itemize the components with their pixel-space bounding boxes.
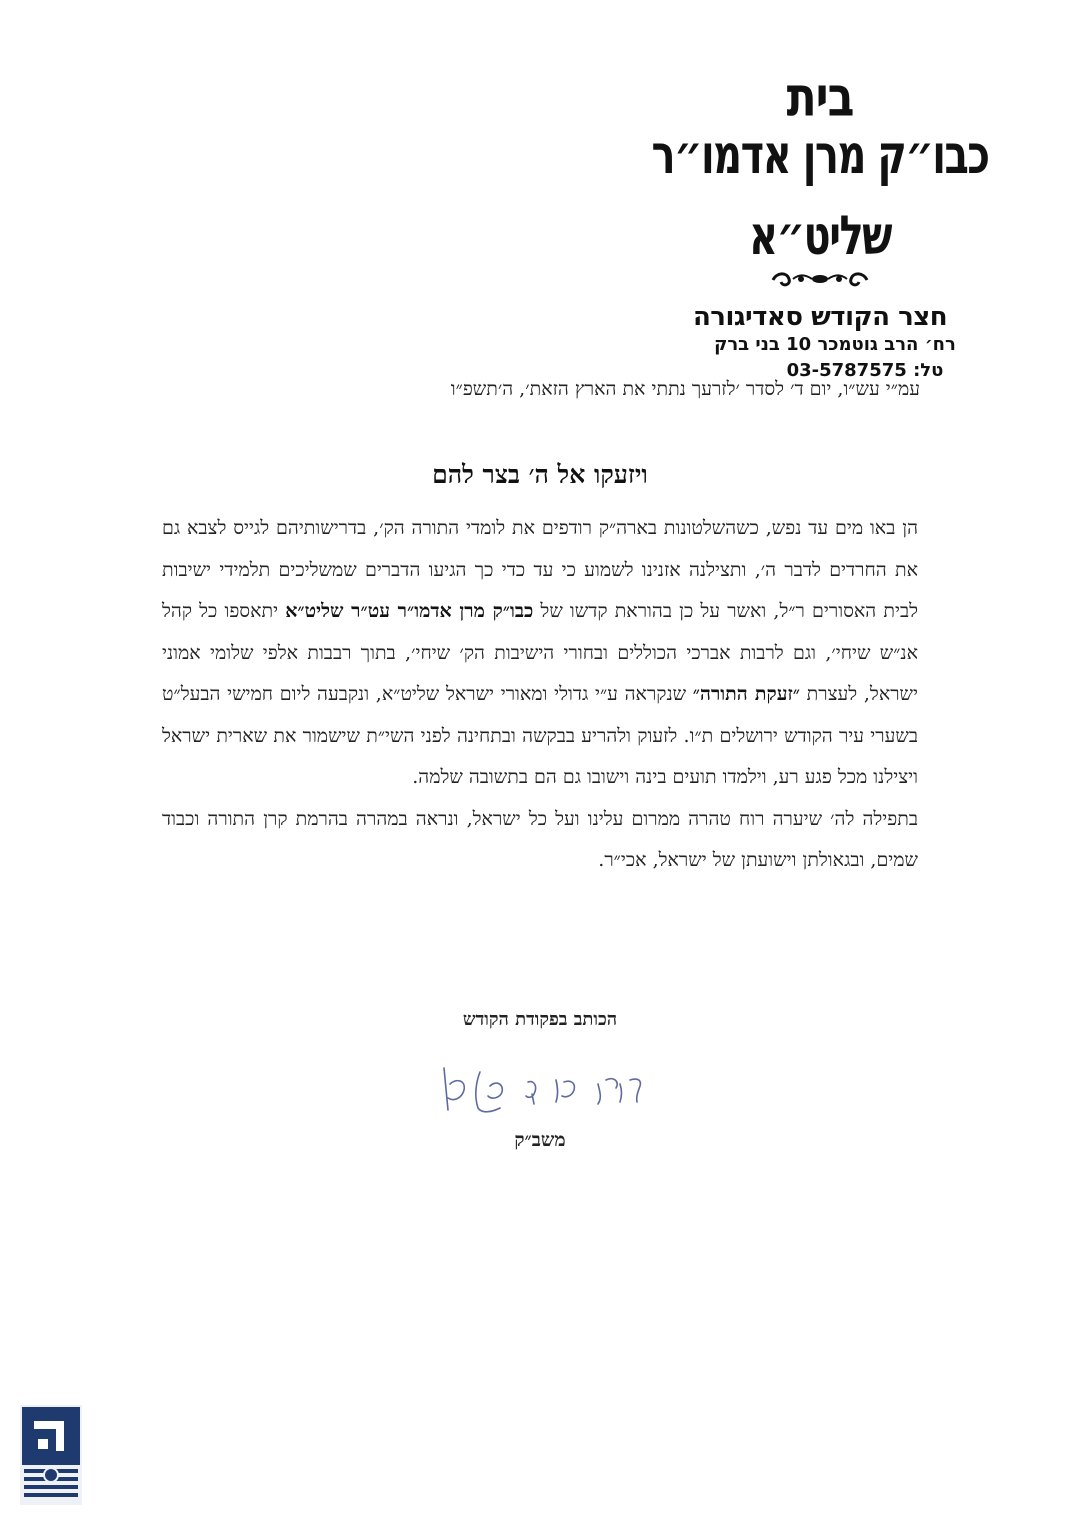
letterhead-phone: טל: 03-5787575 bbox=[786, 360, 944, 381]
publisher-logo-icon bbox=[20, 1405, 82, 1505]
letterhead-address: רח׳ הרב גוטמכר 10 בני ברק bbox=[714, 334, 956, 355]
body-text-segment: הן באו מים עד נפש, כשהשלטונות בארה״ק רודפים את לומדי התורה הק׳, בדרישותיהם לגייס לצבא גם את החרדים לדבר ה׳, ותצילנה אזנינו לשמוע כי עד כדי כך הגיעו הדברים שמשליכים תלמידי ישיבות לבית האסורים ר״ל, ואשר על כן בהוראת קדשו של bbox=[162, 517, 918, 622]
letterhead-rebbe-title: כבו״ק מרן אדמו״ר שליט״א bbox=[651, 124, 989, 268]
signer-title: משב״ק bbox=[514, 1129, 566, 1151]
body-bold-rally: ״זעקת התורה״ bbox=[692, 683, 800, 705]
body-text-segment: שנקראה ע״י גדולי ומאורי ישראל שליט״א, ונקבעה ליום חמישי הבעל״ט בשערי עיר הקודש ירושלים ת״ו. לזעוק ולהריע בבקשה ובתחינה לפני השי״ת שישמור את שארית ישראל ויצילנו מכל פגע רע, וילמדו תועים בינה וישובו גם הם בתשובה שלמה. bbox=[162, 683, 918, 788]
body-paragraph-1 bbox=[162, 508, 918, 799]
letter-title: ויזעקו אל ה׳ בצר להם bbox=[432, 460, 648, 489]
body-bold-rebbe: כבו״ק מרן אדמו״ר עט״ר שליט״א bbox=[285, 600, 534, 622]
handwritten-signature bbox=[430, 1062, 660, 1126]
body-paragraph-2: בתפילה לה׳ שיערה רוח טהרה ממרום עלינו ועל כל ישראל, ונראה במהרה בהרמת קרן התורה וכבוד שמים, ובגאולתן וישועתן של ישראל, אכי״ר. bbox=[162, 807, 918, 871]
letterhead bbox=[640, 65, 1000, 384]
letterhead-house: בית bbox=[786, 65, 854, 130]
letterhead-court-name: חצר הקודש סאדיגורה bbox=[692, 302, 948, 332]
date-line: עמ״י עש״ו, יום ד׳ לסדר ׳לזרעך נתתי את הארץ הזאת׳, ה׳תשפ״ו bbox=[450, 378, 920, 400]
letter-body bbox=[162, 508, 918, 882]
body-text-segment: יתאספו כל קהל אנ״ש שיחי׳, וגם לרבות אברכי הכוללים ובחורי הישיבות הק׳ שיחי׳, בתוך רבבות אלפי שלומי אמוני ישראל, לעצרת bbox=[162, 600, 918, 705]
closing-label: הכותב בפקודת הקודש bbox=[462, 1009, 618, 1030]
